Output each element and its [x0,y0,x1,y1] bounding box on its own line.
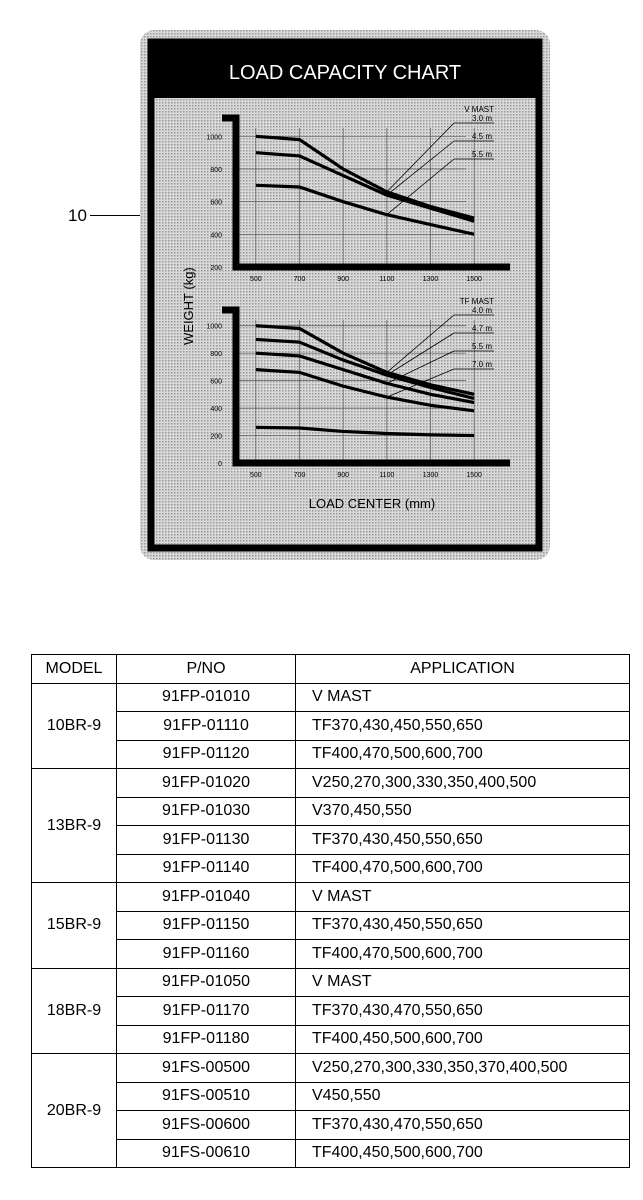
table-row [32,1139,630,1168]
table-row [32,940,630,969]
pno-cell: 91FP-01040 [117,883,296,912]
y-tick-label: 200 [210,433,222,441]
header-pno: P/NO [117,655,296,684]
x-axis-label: LOAD CENTER (mm) [308,496,436,511]
x-tick-label: 1300 [422,276,439,283]
application-cell: V370,450,550 [296,797,630,826]
series-legend-label: 3.0 m [471,114,492,123]
y-tick-label: 800 [210,167,222,174]
application-cell: TF370,430,450,550,650 [296,911,630,940]
pno-cell: 91FS-00600 [117,1111,296,1140]
pno-cell: 91FP-01020 [117,769,296,798]
model-cell: 18BR-9 [32,968,117,1054]
y-tick-label: 0 [218,461,222,468]
x-tick-label: 500 [249,276,262,283]
table-row [32,683,630,712]
table-row [32,769,630,798]
header-model: MODEL [32,655,117,684]
table-row [32,968,630,997]
table-row [32,712,630,741]
pno-cell: 91FS-00610 [117,1139,296,1168]
pno-cell: 91FP-01180 [117,1025,296,1054]
pno-cell: 91FS-00510 [117,1082,296,1111]
x-tick-label: 900 [337,276,350,283]
application-cell: TF400,470,500,600,700 [296,854,630,883]
x-tick-label: 1300 [422,472,439,479]
application-cell: V MAST [296,683,630,712]
mast-type-label: TF MAST [459,297,494,306]
table-row [32,1054,630,1083]
pno-cell: 91FP-01160 [117,940,296,969]
y-tick-label: 1000 [206,323,222,331]
model-cell: 10BR-9 [32,683,117,769]
application-cell: TF370,430,450,550,650 [296,712,630,741]
application-cell: V MAST [296,968,630,997]
parts-table [31,654,630,1168]
pno-cell: 91FP-01030 [117,797,296,826]
callout-number: 10 [68,206,87,225]
application-cell: TF370,430,450,550,650 [296,826,630,855]
table-row [32,1082,630,1111]
table-row [32,854,630,883]
pno-cell: 91FP-01150 [117,911,296,940]
series-legend-label: 5.5 m [471,150,492,159]
pno-cell: 91FP-01170 [117,997,296,1026]
x-tick-label: 1500 [466,276,482,283]
y-tick-label: 1000 [206,134,222,142]
series-legend-label: 4.7 m [471,324,492,333]
y-axis-label: WEIGHT (kg) [181,267,196,345]
pno-cell: 91FP-01110 [117,712,296,741]
pno-cell: 91FP-01050 [117,968,296,997]
pno-cell: 91FS-00500 [117,1054,296,1083]
pno-cell: 91FP-01130 [117,826,296,855]
table-row [32,740,630,769]
model-cell: 15BR-9 [32,883,117,969]
series-legend-label: 5.5 m [471,342,492,351]
series-legend-label: 4.5 m [471,132,492,141]
pno-cell: 91FP-01120 [117,740,296,769]
application-cell: TF400,450,500,600,700 [296,1025,630,1054]
application-cell: V250,270,300,330,350,370,400,500 [296,1054,630,1083]
table-row [32,997,630,1026]
y-tick-label: 600 [210,199,222,207]
table-row [32,1111,630,1140]
series-legend-label: 4.0 m [471,306,492,315]
model-cell: 13BR-9 [32,769,117,883]
table-row [32,797,630,826]
application-cell: TF370,430,470,550,650 [296,997,630,1026]
application-cell: TF370,430,470,550,650 [296,1111,630,1140]
application-cell: TF400,470,500,600,700 [296,940,630,969]
application-cell: TF400,470,500,600,700 [296,740,630,769]
y-tick-label: 400 [210,232,222,240]
application-cell: V MAST [296,883,630,912]
series-legend-label: 7.0 m [471,360,492,369]
table-row [32,911,630,940]
x-tick-label: 700 [293,472,306,479]
application-cell: V450,550 [296,1082,630,1111]
chart-title: LOAD CAPACITY CHART [228,62,462,84]
x-tick-label: 1500 [466,472,482,479]
application-cell: V250,270,300,330,350,400,500 [296,769,630,798]
pno-cell: 91FP-01010 [117,683,296,712]
table-row [32,883,630,912]
x-tick-label: 1100 [379,276,395,283]
pno-cell: 91FP-01140 [117,854,296,883]
table-row [32,826,630,855]
x-tick-label: 700 [293,276,306,283]
x-tick-label: 1100 [379,472,395,479]
y-tick-label: 400 [210,406,222,414]
application-cell: TF400,450,500,600,700 [296,1139,630,1168]
x-tick-label: 900 [337,472,350,479]
mast-type-label: V MAST [464,105,494,114]
y-tick-label: 200 [210,265,222,272]
table-row [32,1025,630,1054]
x-tick-label: 500 [249,472,262,479]
y-tick-label: 600 [210,378,222,386]
model-cell: 20BR-9 [32,1054,117,1168]
y-tick-label: 800 [210,351,222,359]
header-application: APPLICATION [296,655,630,684]
